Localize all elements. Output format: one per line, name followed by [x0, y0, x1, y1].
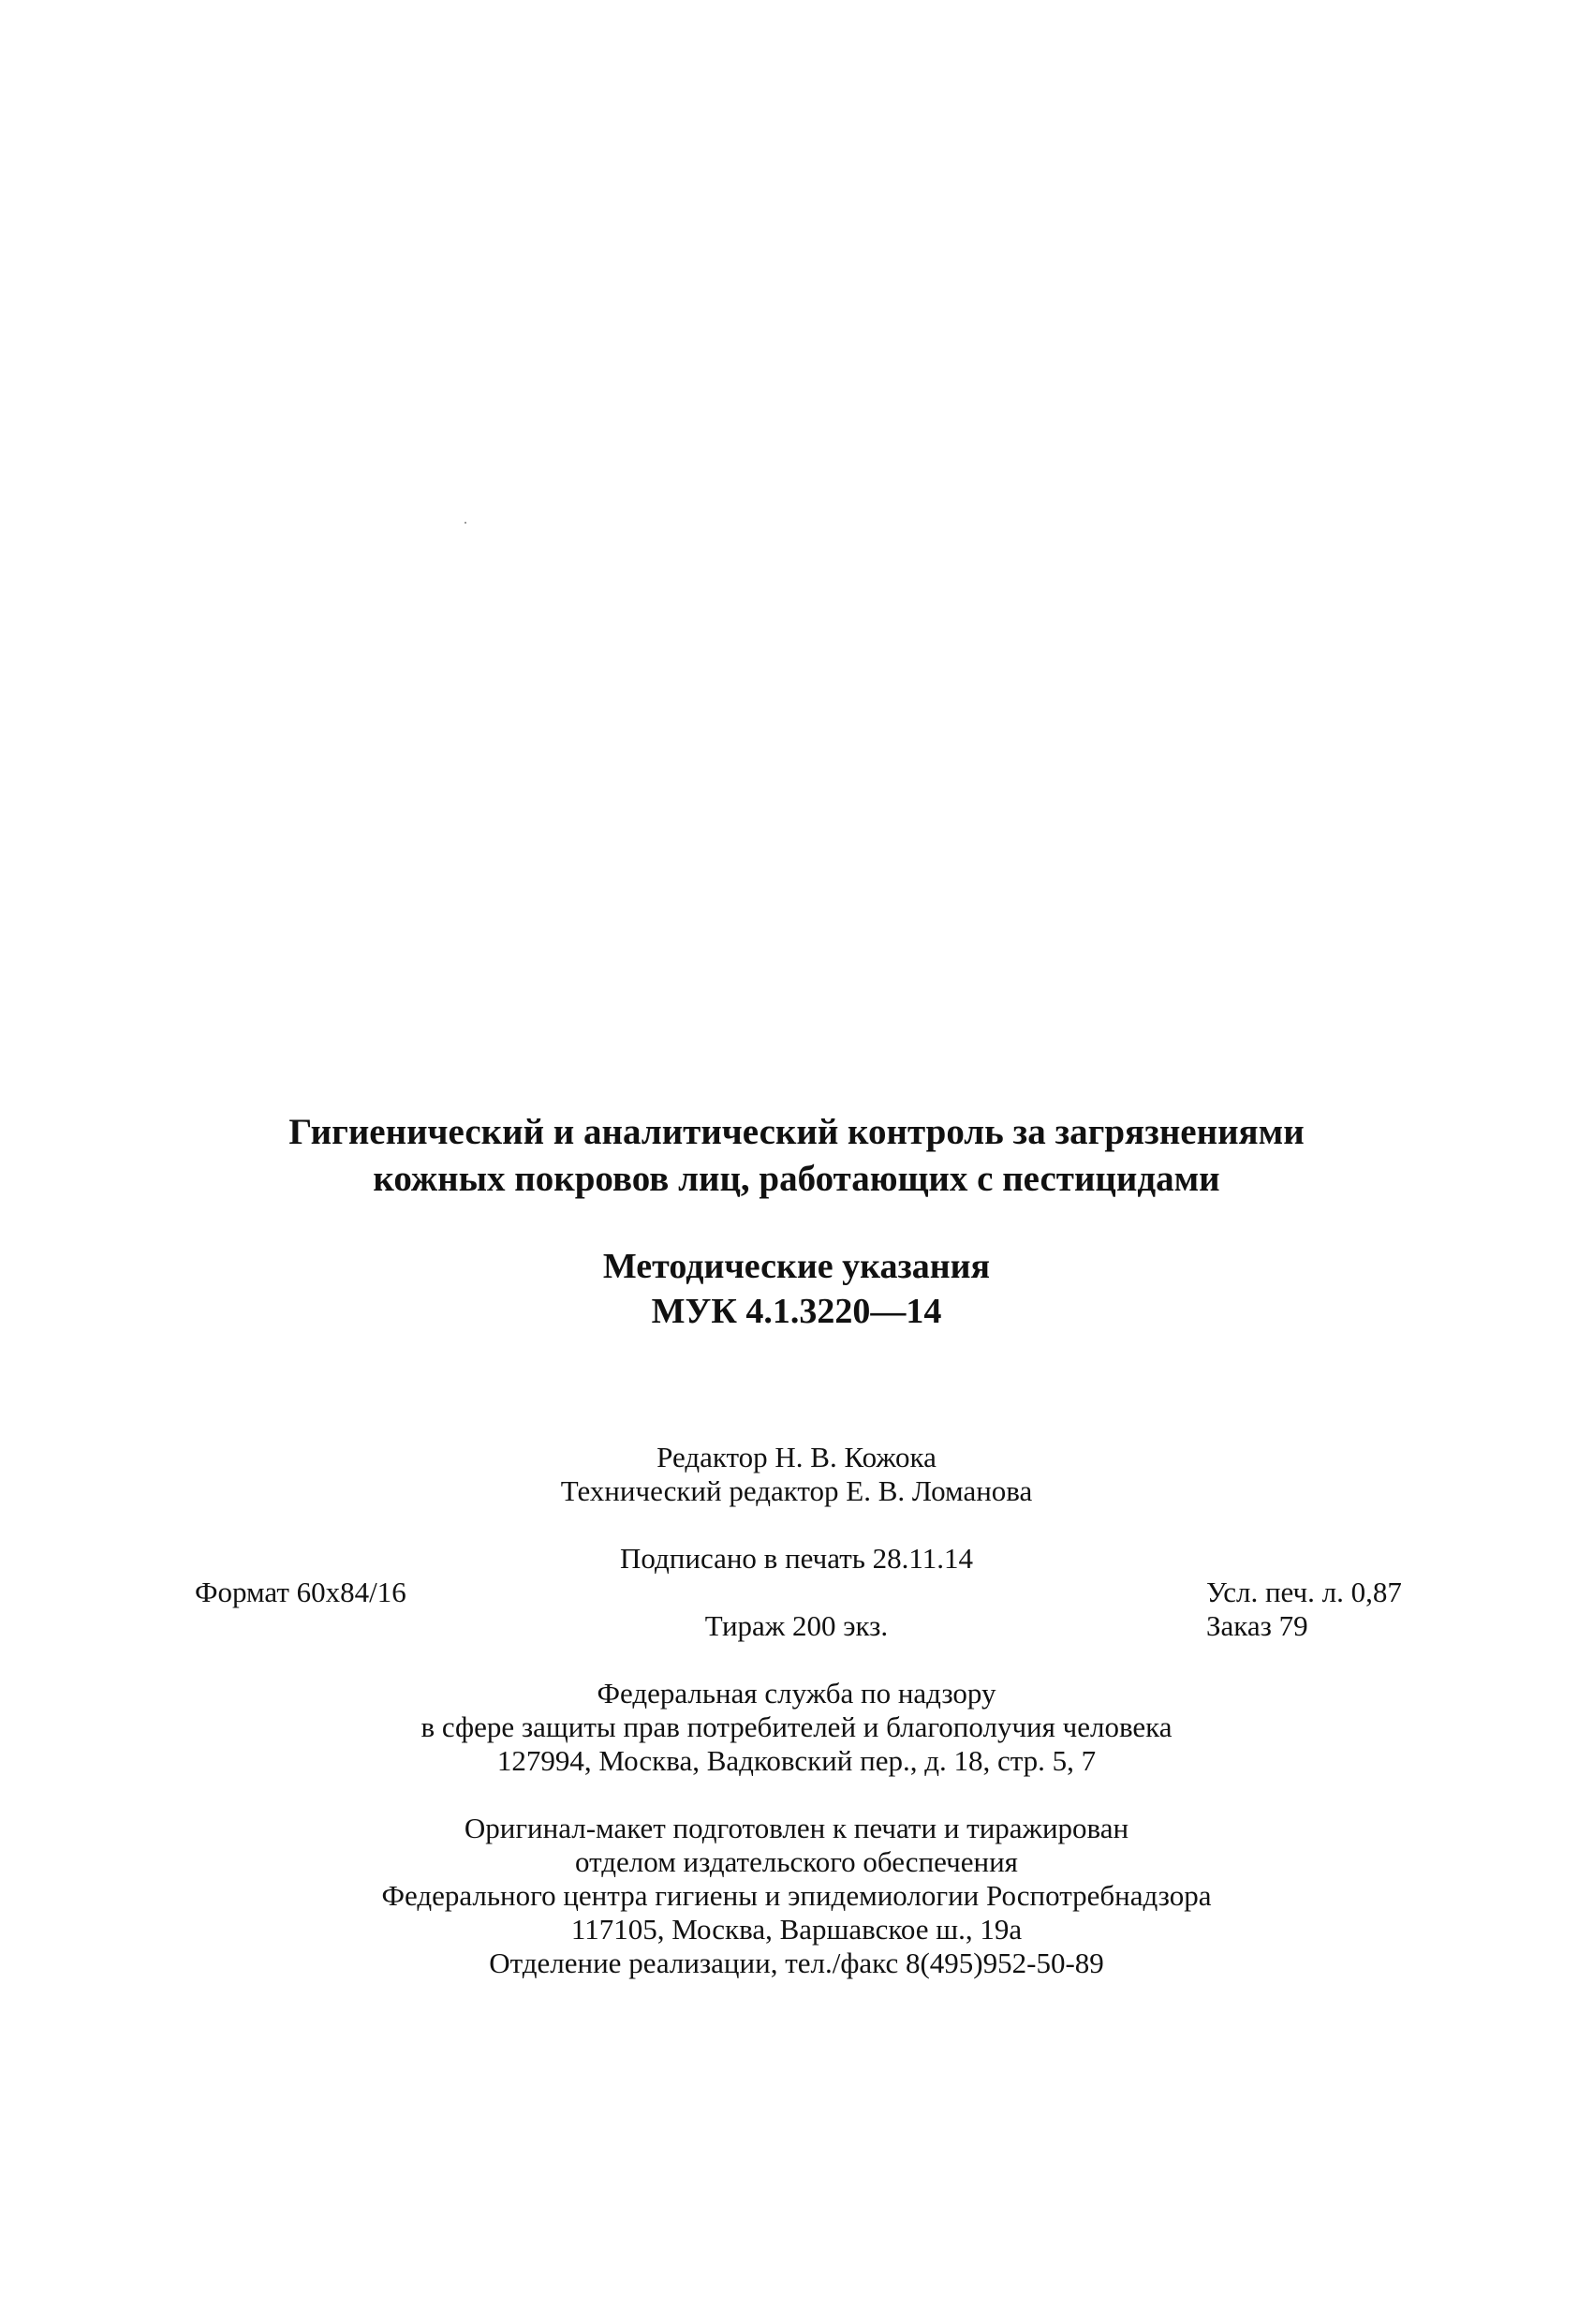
production-line-1: Оригинал-макет подготовлен к печати и тиражирован — [464, 1812, 1129, 1844]
sales-contact: Отделение реализации, тел./факс 8(495)952-50-89 — [489, 1947, 1104, 1979]
publisher-line-2: в сфере защиты прав потребителей и благополучия человека — [420, 1710, 1173, 1743]
publisher-line-1: Федеральная служба по надзору — [597, 1677, 996, 1710]
title-line-2: кожных покровов лиц, работающих с пестицидами — [373, 1159, 1220, 1199]
production-line-2: отделом издательского обеспечения — [575, 1845, 1018, 1878]
paper-format: Формат 60x84/16 — [195, 1576, 406, 1608]
print-sheets: Усл. печ. л. 0,87 — [1206, 1576, 1402, 1608]
technical-editor-line: Технический редактор Е. В. Ломанова — [560, 1474, 1033, 1507]
document-code: МУК 4.1.3220—14 — [651, 1292, 942, 1331]
order-number: Заказ 79 — [1206, 1609, 1308, 1642]
signed-for-print: Подписано в печать 28.11.14 — [620, 1542, 973, 1575]
editor-line: Редактор Н. В. Кожока — [656, 1441, 937, 1473]
scan-speck — [465, 522, 466, 524]
production-line-3: Федерального центра гигиены и эпидемиологии Роспотребнадзора — [381, 1879, 1212, 1912]
circulation: Тираж 200 экз. — [704, 1609, 889, 1642]
publisher-address: 127994, Москва, Вадковский пер., д. 18, стр. 5, 7 — [496, 1744, 1097, 1777]
document-type: Методические указания — [602, 1247, 991, 1286]
title-line-1: Гигиенический и аналитический контроль за загрязнениями — [288, 1112, 1305, 1152]
production-address: 117105, Москва, Варшавское ш., 19а — [570, 1913, 1023, 1946]
